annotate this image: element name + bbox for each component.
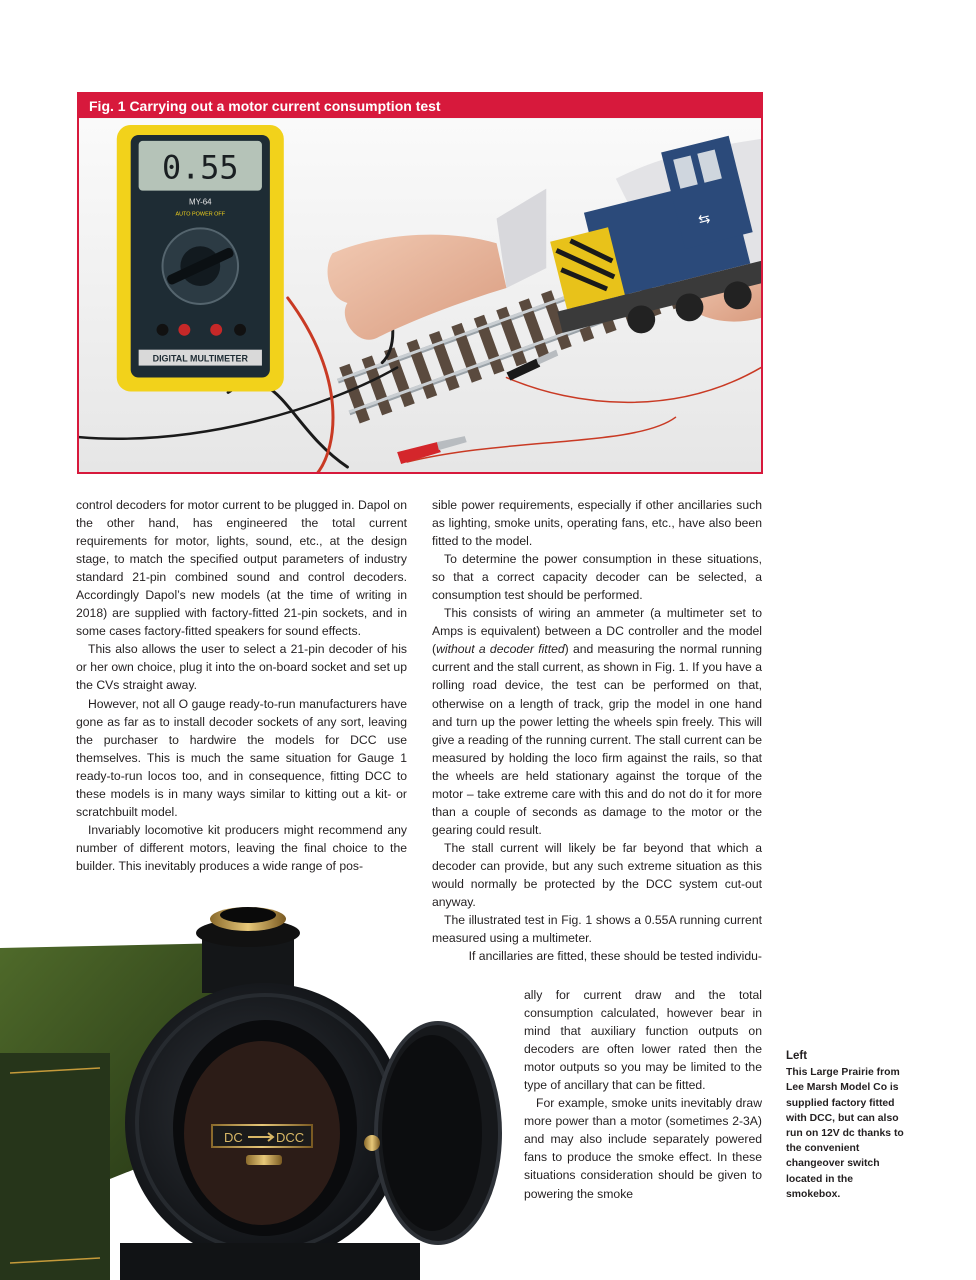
paragraph: The stall current will likely be far beyond that which a decoder can provide, but any such extreme situation as this would normally be protected by the DCC system cut-out anyway.: [432, 840, 762, 910]
text-run: ) and measuring the normal running current and the stall current, as shown in Fig. 1. If you have a rolling road device, the test can be performed on that, otherwise on a length of track, grip the model in one hand and turn up the power letting the wheels spin freely. This will give a reading of the running current. The stall current can be measured by holding the loco firm against the rails, so that the wheels are held stationary against the torque of the motor – take extreme care with this and do not do it for more than a couple of seconds as damage to the motor or the gearing could result.: [432, 642, 762, 837]
side-caption: [786, 1049, 904, 1202]
paragraph: The illustrated test in Fig. 1 shows a 0.55A running current measured using a multimeter.: [432, 913, 762, 946]
side-caption-text: This Large Prairie from Lee Marsh Model Co is supplied factory fitted with DCC, but can also run on 12V dc thanks to the convenient changeover switch located in the smokebox.: [786, 1067, 904, 1200]
meter-sub-label: AUTO POWER OFF: [175, 211, 226, 218]
body-column-left: [76, 496, 407, 875]
paragraph: Invariably locomotive kit producers might recommend any number of different motors, leaving the final choice to the builder. This inevitably produces a wide range of pos-: [76, 822, 407, 873]
body-column-right-continued: [524, 986, 762, 1203]
meter-label: DIGITAL MULTIMETER: [152, 353, 248, 364]
paragraph: However, not all O gauge ready-to-run manufacturers have gone as far as to install decoder sockets of any sort, leaving the purchaser to hardwire the models for DCC use themselves. This is much the same situation for Gauge 1 ready-to-run locos too, and in consequence, fitting DCC to these models is in many ways similar to kitting out a kit- or scratchbuilt model.: [76, 696, 407, 819]
paragraph: For example, smoke units inevitably draw more power than a motor (sometimes 2-3A) and may also include separately powered fans to produce the smoke effect. In these situations consideration should be given to powering the smoke: [524, 1096, 762, 1201]
paragraph: sible power requirements, especially if other ancillaries such as lighting, smoke units, operating fans, etc., have also been fitted to the model.: [432, 498, 762, 549]
meter-model: MY-64: [188, 197, 212, 207]
paragraph: control decoders for motor current to be plugged in. Dapol on the other hand, has engineered the total current requirements for motor, lights, sound, etc., at the design stage, to match the specified output parameters of industry standard 21-pin combined sound and control decoders. Accordingly Dapol’s new models (at the time of writing in 2018) are supplied with factory-fitted 21-pin sockets, and in some cases factory-fitted speakers for sound effects.: [76, 498, 407, 639]
paragraph: To determine the power consumption in these situations, so that a correct capacity decoder can be selected, a consumption test should be performed.: [432, 552, 762, 603]
italic-text: without a decoder fitted: [436, 642, 565, 657]
figure-1: [77, 92, 763, 474]
figure-photo: [79, 118, 761, 474]
figure-caption: Fig. 1 Carrying out a motor current consumption test: [79, 94, 761, 118]
paragraph: [432, 604, 762, 839]
dcc-label: DCC: [276, 1130, 305, 1145]
meter-reading: 0.55: [161, 148, 239, 187]
side-caption-title: Left: [786, 1050, 808, 1062]
svg-text:⇆: ⇆: [696, 209, 712, 228]
paragraph: If ancillaries are fitted, these should be tested individu-: [468, 949, 762, 964]
multimeter: [117, 125, 284, 391]
dc-label: DC: [224, 1130, 243, 1145]
text-run: This consists of wiring an ammeter (a multimeter set to Amps is equivalent) between a DC controller and the model (: [432, 606, 762, 657]
paragraph: ally for current draw and the total consumption calculated, however bear in mind that auxiliary function outputs on decoders are often lower rated then the motor outputs so you may be limited to the type of ancillary that can be fitted.: [524, 988, 762, 1093]
paragraph: This also allows the user to select a 21-pin decoder of his or her own choice, plug it into the on-board socket and set up the CVs straight away.: [76, 642, 407, 693]
large-prairie-photo: [0, 893, 520, 1280]
